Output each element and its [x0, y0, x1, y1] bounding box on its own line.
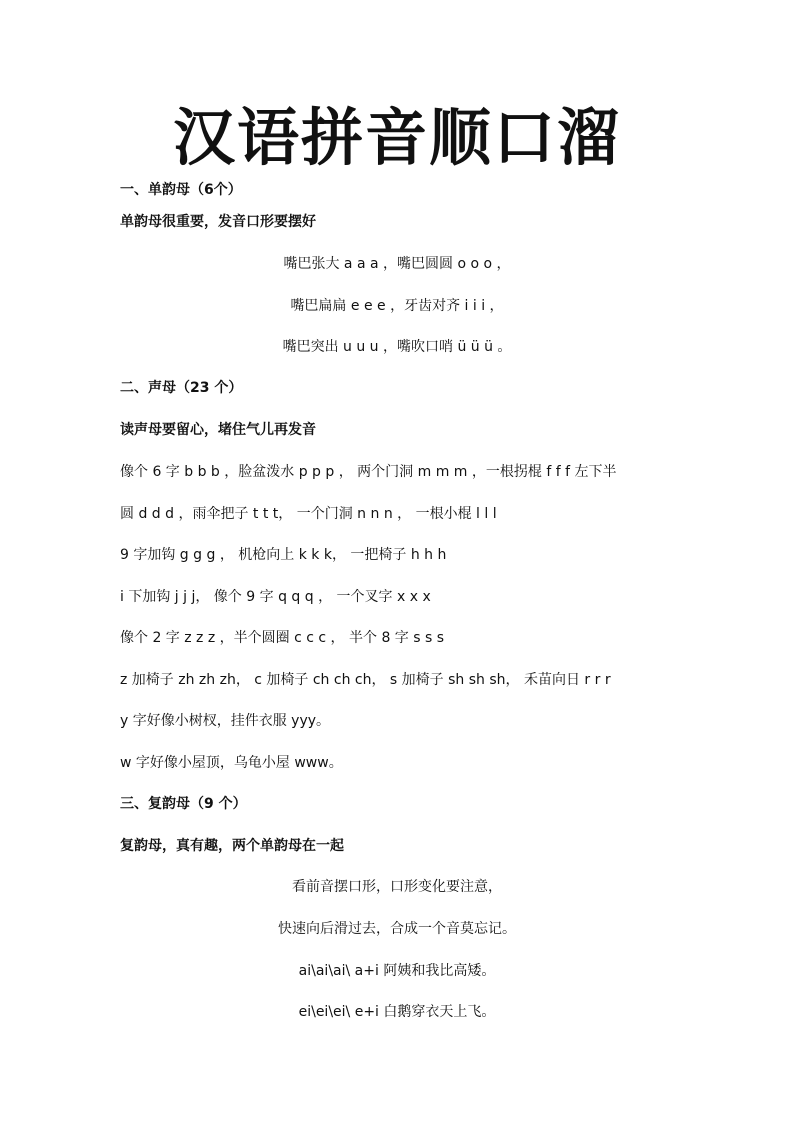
- verse-line: 像个 2 字 z z z ，半个圆圈 c c c ， 半个 8 字 s s s: [120, 630, 445, 646]
- verse-line: 快速向后滑过去，合成一个音莫忘记。: [278, 921, 516, 937]
- verse-line: 嘴巴扁扁 e e e ，牙齿对齐 i i i ，: [290, 298, 504, 314]
- section-heading-3: 三、复韵母（9 个）: [120, 796, 247, 812]
- section-heading-2: 二、声母（23 个）: [120, 380, 243, 396]
- verse-line: ai\ai\ai\ a+i 阿姨和我比高矮。: [298, 963, 496, 979]
- verse-line: i 下加钩 j j j， 像个 9 字 q q q ， 一个叉字 x x x: [120, 589, 431, 605]
- verse-line: z 加椅子 zh zh zh， c 加椅子 ch ch ch， s 加椅子 sh sh sh， 禾苗向日 r r r: [120, 672, 611, 688]
- verse-line: ei\ei\ei\ e+i 白鹅穿衣天上飞。: [298, 1004, 496, 1020]
- verse-line: 9 字加钩 g g g ， 机枪向上 k k k， 一把椅子 h h h: [120, 547, 447, 563]
- verse-line: w 字好像小屋顶，乌龟小屋 www。: [120, 755, 343, 771]
- verse-line: 像个 6 字 b b b ，脸盆泼水 p p p ， 两个门洞 m m m ，一根拐棍 f f f 左下半: [120, 464, 617, 480]
- document-title: 汉语拼音顺口溜: [172, 101, 621, 174]
- verse-line: 嘴巴突出 u u u ，嘴吹口哨 ü ü ü 。: [282, 339, 512, 355]
- section-intro-2: 读声母要留心，堵住气儿再发音: [120, 422, 316, 438]
- verse-line: 看前音摆口形，口形变化要注意，: [292, 879, 502, 895]
- section-intro-3: 复韵母，真有趣，两个单韵母在一起: [120, 838, 344, 854]
- section-intro-1: 单韵母很重要，发音口形要摆好: [120, 214, 316, 230]
- section-heading-1: 一、单韵母（6个）: [120, 182, 242, 198]
- verse-line: 嘴巴张大 a a a ，嘴巴圆圆 o o o ，: [283, 256, 511, 272]
- verse-line: 圆 d d d ，雨伞把子 t t t， 一个门洞 n n n ， 一根小棍 l l l: [120, 506, 497, 522]
- verse-line: y 字好像小树杈，挂件衣服 yyy。: [120, 713, 331, 729]
